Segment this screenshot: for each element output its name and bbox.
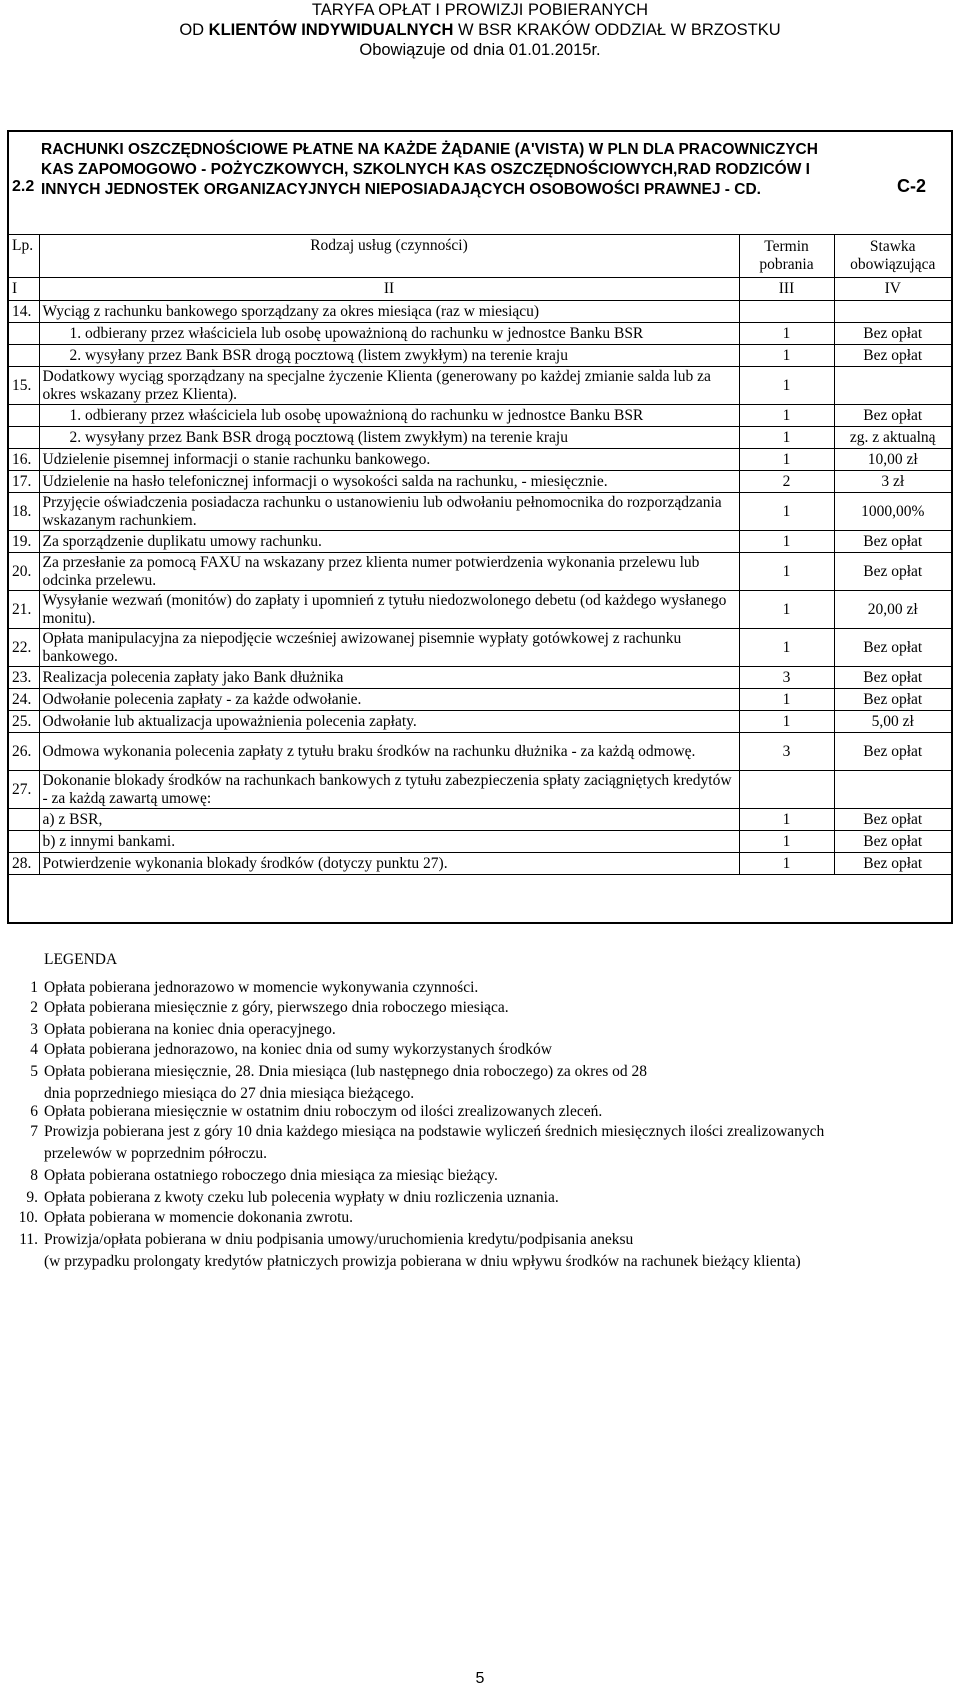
legend-title: LEGENDA	[44, 951, 118, 968]
row-service: b) z innymi bankami.	[39, 831, 739, 853]
legend-item-continuation: (w przypadku prolongaty kredytów płatniczych prowizja pobierana w dniu wpływu środków na rachunek bieżący klienta)	[44, 1253, 801, 1270]
table-row	[9, 689, 951, 711]
legend-item-text: Opłata pobierana jednorazowo, na koniec dnia od sumy wykorzystanych środków	[44, 1041, 552, 1058]
row-service: Realizacja polecenia zapłaty jako Bank dłużnika	[39, 667, 739, 689]
row-lp: 21.	[9, 591, 39, 629]
row-term: 1	[739, 449, 834, 471]
row-term: 1	[739, 493, 834, 531]
table-row	[9, 531, 951, 553]
row-rate: zg. z aktualną	[834, 427, 951, 449]
row-term: 1	[739, 323, 834, 345]
row-rate: Bez opłat	[834, 629, 951, 667]
column-header-service: Rodzaj usług (czynności)	[39, 235, 739, 278]
header-line-2	[0, 20, 960, 40]
row-service: a) z BSR,	[39, 809, 739, 831]
row-lp: 17.	[9, 471, 39, 493]
row-service: Opłata manipulacyjna za niepodjęcie wcześniej awizowanej pisemnie wypłaty gotówkowej z rachunku bankowego.	[39, 629, 739, 667]
row-term	[739, 771, 834, 809]
page-number: 5	[475, 1670, 485, 1687]
row-service: Przyjęcie oświadczenia posiadacza rachunku o ustanowieniu lub odwołaniu pełnomocnika do rozporządzania wskazanym rachunkiem.	[39, 493, 739, 531]
table-row	[9, 733, 951, 771]
row-service: Odwołanie lub aktualizacja upoważnienia polecenia zapłaty.	[39, 711, 739, 733]
row-rate	[834, 771, 951, 809]
table-row	[9, 449, 951, 471]
row-lp: 23.	[9, 667, 39, 689]
row-term: 1	[739, 367, 834, 405]
row-rate: Bez opłat	[834, 733, 951, 771]
legend-item-text: Opłata pobierana miesięcznie z góry, pierwszego dnia roboczego miesiąca.	[44, 999, 509, 1016]
header-line-3: Obowiązuje od dnia 01.01.2015r.	[359, 41, 601, 59]
row-service: 2. wysyłany przez Bank BSR drogą pocztową (listem zwykłym) na terenie kraju	[39, 427, 739, 449]
row-term: 3	[739, 733, 834, 771]
legend-item-continuation: dnia poprzedniego miesiąca do 27 dnia miesiąca bieżącego.	[44, 1085, 415, 1102]
table-row	[9, 427, 951, 449]
row-term: 1	[739, 345, 834, 367]
legend-item-text: Opłata pobierana ostatniego roboczego dnia miesiąca za miesiąc bieżący.	[44, 1167, 498, 1184]
row-term: 1	[739, 689, 834, 711]
row-term: 2	[739, 471, 834, 493]
table-row	[9, 553, 951, 591]
table-row	[9, 711, 951, 733]
column-header-term: Termin pobrania	[739, 235, 834, 278]
roman-col-1: I	[9, 278, 39, 301]
fee-section	[7, 130, 953, 924]
row-rate: 3 zł	[834, 471, 951, 493]
legend-item-number: 1	[30, 979, 38, 996]
header-line-1: TARYFA OPŁAT I PROWIZJI POBIERANYCH	[311, 1, 649, 19]
row-term: 3	[739, 667, 834, 689]
row-lp: 18.	[9, 493, 39, 531]
section-title-row	[9, 132, 951, 235]
legend-item-text: Opłata pobierana w momencie dokonania zwrotu.	[44, 1209, 354, 1226]
row-lp	[9, 427, 39, 449]
legend-item-text: Opłata pobierana z kwoty czeku lub polecenia wypłaty w dniu rozliczenia uznania.	[44, 1189, 559, 1206]
row-lp	[9, 345, 39, 367]
table-row	[9, 809, 951, 831]
header-line-2-bold: KLIENTÓW INDYWIDUALNYCH	[208, 21, 454, 39]
section-number: 2.2	[12, 178, 35, 195]
legend-item-number: 2	[30, 999, 38, 1016]
row-service: Odwołanie polecenia zapłaty - za każde odwołanie.	[39, 689, 739, 711]
row-lp: 27.	[9, 771, 39, 809]
table-row	[9, 853, 951, 875]
row-lp: 19.	[9, 531, 39, 553]
table-row	[9, 831, 951, 853]
row-rate: 1000,00%	[834, 493, 951, 531]
table-row	[9, 591, 951, 629]
row-rate: Bez opłat	[834, 809, 951, 831]
fee-table	[9, 234, 951, 875]
row-lp: 16.	[9, 449, 39, 471]
row-term: 1	[739, 831, 834, 853]
legend-item-number: 8	[30, 1167, 38, 1184]
row-service: Odmowa wykonania polecenia zapłaty z tytułu braku środków na rachunku dłużnika - za każdą odmowę.	[39, 733, 739, 771]
legend-item-text: Opłata pobierana na koniec dnia operacyjnego.	[44, 1021, 336, 1038]
header-line-2-suffix: W BSR KRAKÓW ODDZIAŁ W BRZOSTKU	[453, 21, 781, 39]
legend-item-number: 9.	[26, 1189, 38, 1206]
table-row	[9, 405, 951, 427]
row-term: 1	[739, 853, 834, 875]
row-lp: 14.	[9, 301, 39, 323]
row-term: 1	[739, 553, 834, 591]
row-service: Potwierdzenie wykonania blokady środków (dotyczy punktu 27).	[39, 853, 739, 875]
document-header	[0, 0, 960, 60]
row-lp: 15.	[9, 367, 39, 405]
row-rate: Bez opłat	[834, 345, 951, 367]
legend-item-text: Opłata pobierana miesięcznie w ostatnim dniu roboczym od ilości zrealizowanych zleceń.	[44, 1103, 603, 1120]
row-service: Udzielenie na hasło telefonicznej informacji o wysokości salda na rachunku, - miesięcznie.	[39, 471, 739, 493]
row-lp	[9, 405, 39, 427]
row-lp: 25.	[9, 711, 39, 733]
row-service: Wyciąg z rachunku bankowego sporządzany za okres miesiąca (raz w miesiącu)	[39, 301, 739, 323]
row-lp: 28.	[9, 853, 39, 875]
row-lp	[9, 831, 39, 853]
legend-item-number: 4	[30, 1041, 38, 1058]
row-service: Udzielenie pisemnej informacji o stanie rachunku bankowego.	[39, 449, 739, 471]
row-rate: Bez opłat	[834, 553, 951, 591]
row-rate	[834, 367, 951, 405]
row-term: 1	[739, 531, 834, 553]
row-rate: Bez opłat	[834, 689, 951, 711]
legend-item-text: Prowizja/opłata pobierana w dniu podpisania umowy/uruchomienia kredytu/podpisania aneksu	[44, 1231, 634, 1248]
row-rate	[834, 301, 951, 323]
row-rate: Bez opłat	[834, 323, 951, 345]
legend-item-text: Opłata pobierana miesięcznie, 28. Dnia miesiąca (lub następnego dnia roboczego) za okres od 28	[44, 1063, 647, 1080]
table-row	[9, 471, 951, 493]
roman-col-2: II	[39, 278, 739, 301]
row-lp: 24.	[9, 689, 39, 711]
section-code: C-2	[896, 176, 926, 196]
row-lp: 20.	[9, 553, 39, 591]
table-row	[9, 667, 951, 689]
row-term: 1	[739, 711, 834, 733]
row-lp	[9, 323, 39, 345]
row-service: Dokonanie blokady środków na rachunkach bankowych z tytułu zabezpieczenia spłaty zaciągniętych kredytów - za każdą zawartą umowę:	[39, 771, 739, 809]
legend-item-number: 10.	[18, 1209, 38, 1226]
row-rate: 10,00 zł	[834, 449, 951, 471]
row-lp: 26.	[9, 733, 39, 771]
table-row	[9, 367, 951, 405]
row-term: 1	[739, 405, 834, 427]
row-service: 1. odbierany przez właściciela lub osobę upoważnioną do rachunku w jednostce Banku BSR	[39, 323, 739, 345]
row-rate: Bez opłat	[834, 853, 951, 875]
legend-item-text: Opłata pobierana jednorazowo w momencie wykonywania czynności.	[44, 979, 479, 996]
column-header-lp: Lp.	[9, 235, 39, 278]
table-row	[9, 493, 951, 531]
legend-item-number: 5	[30, 1063, 38, 1080]
row-service: Za sporządzenie duplikatu umowy rachunku.	[39, 531, 739, 553]
row-term: 1	[739, 427, 834, 449]
table-row	[9, 323, 951, 345]
table-header-row	[9, 235, 951, 278]
row-service: Dodatkowy wyciąg sporządzany na specjalne życzenie Klienta (generowany po każdej zmianie salda lub za okres wskazany przez Klienta).	[39, 367, 739, 405]
row-lp	[9, 809, 39, 831]
row-service: Wysyłanie wezwań (monitów) do zapłaty i upomnień z tytułu niedozwolonego debetu (od każdego wysłanego monitu).	[39, 591, 739, 629]
row-rate: Bez opłat	[834, 667, 951, 689]
row-rate: Bez opłat	[834, 531, 951, 553]
table-row	[9, 301, 951, 323]
row-lp: 22.	[9, 629, 39, 667]
row-term: 1	[739, 591, 834, 629]
legend-item-number: 7	[30, 1123, 38, 1140]
section-title: RACHUNKI OSZCZĘDNOŚCIOWE PŁATNE NA KAŻDE ŻĄDANIE (A'VISTA) W PLN DLA PRACOWNICZYCH KAS ZAPOMOGOWO - POŻYCZKOWYCH, SZKOLNYCH KAS OSZCZĘDNOŚCIOWYCH,RAD RODZICÓW I INNYCH JEDNOSTEK ORGANIZACYJNYCH NIEPOSIADAJĄCYCH OSOBOWOŚCI PRAWNEJ - CD.	[41, 141, 818, 198]
row-rate: 5,00 zł	[834, 711, 951, 733]
table-roman-row	[9, 278, 951, 301]
row-term: 1	[739, 629, 834, 667]
row-service: 2. wysyłany przez Bank BSR drogą pocztową (listem zwykłym) na terenie kraju	[39, 345, 739, 367]
legend-item-number: 3	[30, 1021, 38, 1038]
legend-item-number: 11.	[19, 1231, 38, 1248]
header-line-2-prefix: OD	[179, 21, 209, 39]
roman-col-4: IV	[834, 278, 951, 301]
table-row	[9, 771, 951, 809]
table-row	[9, 345, 951, 367]
row-rate: Bez opłat	[834, 831, 951, 853]
table-row	[9, 629, 951, 667]
legend-item-continuation: przelewów w poprzednim półroczu.	[44, 1145, 267, 1162]
row-term	[739, 301, 834, 323]
legend-item-number: 6	[30, 1103, 38, 1120]
legend-item-text: Prowizja pobierana jest z góry 10 dnia każdego miesiąca na podstawie wyliczeń średnich miesięcznych ilości zrealizowanych	[44, 1123, 825, 1140]
row-rate: 20,00 zł	[834, 591, 951, 629]
column-header-rate: Stawka obowiązująca	[834, 235, 951, 278]
row-service: 1. odbierany przez właściciela lub osobę upoważnioną do rachunku w jednostce Banku BSR	[39, 405, 739, 427]
row-term: 1	[739, 809, 834, 831]
row-rate: Bez opłat	[834, 405, 951, 427]
row-service: Za przesłanie za pomocą FAXU na wskazany przez klienta numer potwierdzenia wykonania przelewu lub odcinka przelewu.	[39, 553, 739, 591]
roman-col-3: III	[739, 278, 834, 301]
